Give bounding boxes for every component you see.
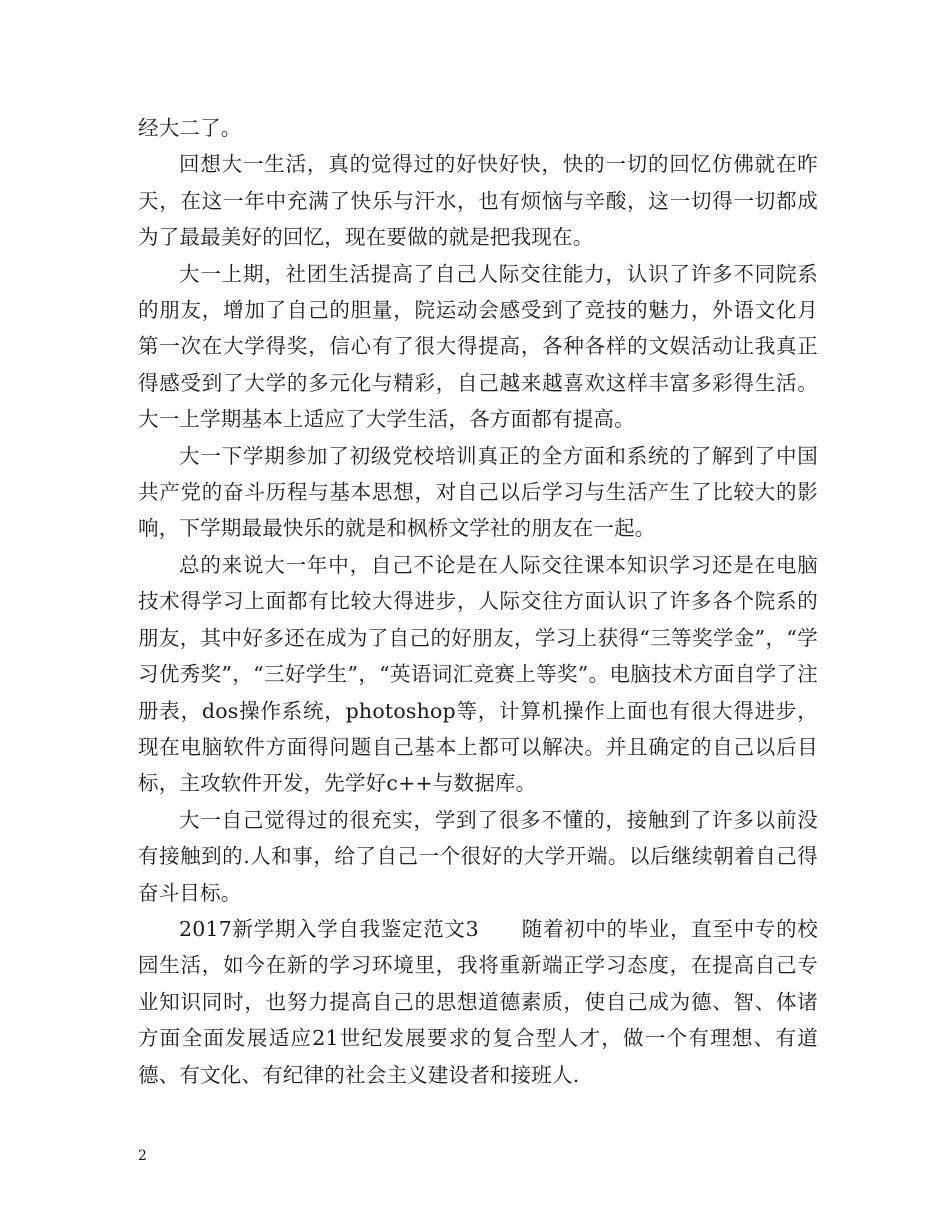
page-number: 2 (138, 1148, 147, 1164)
paragraph-reflection: 大一自己觉得过的很充实，学到了很多不懂的，接触到了许多以前没有接触到的.人和事，给了自己一个很好的大学开端。以后继续朝着自己得奋斗目标。 (138, 807, 818, 905)
paragraph-continued: 经大二了。 (138, 116, 242, 140)
paragraph-freshman-recollection: 回想大一生活，真的觉得过的好快好快，快的一切的回忆仿佛就在昨天，在这一年中充满了快乐与汗水，也有烦恼与辛酸，这一切得一切都成为了最最美好的回忆，现在要做的就是把我现在。 (138, 152, 818, 250)
paragraph-year-summary: 总的来说大一年中，自己不论是在人际交往课本知识学习还是在电脑技术得学习上面都有比较大得进步，人际交往方面认识了许多各个院系的朋友，其中好多还在成为了自己的好朋友，学习上获得“三等奖学金”，“学习优秀奖”，“三好学生”，“英语词汇竞赛上等奖”。电脑技术方面自学了注册表，dos操作系统，photoshop等，计算机操作上面也有很大得进步，现在电脑软件方面得问题自己基本上都可以解决。并且确定的自己以后目标，主攻软件开发，先学好c++与数据库。 (138, 552, 818, 796)
paragraph-sample-essay-3: 2017新学期入学自我鉴定范文3 随着初中的毕业，直至中专的校园生活，如今在新的学习环境里，我将重新端正学习态度，在提高自己专业知识同时，也努力提高自己的思想道德素质，使自己成为德、智、体诸方面全面发展适应21世纪发展要求的复合型人才，做一个有理想、有道德、有文化、有纪律的社会主义建设者和接班人. (138, 916, 818, 1087)
paragraph-second-semester: 大一下学期参加了初级党校培训真正的全方面和系统的了解到了中国共产党的奋斗历程与基本思想，对自己以后学习与生活产生了比较大的影响，下学期最最快乐的就是和枫桥文学社的朋友在一起。 (138, 443, 818, 541)
document-body (138, 110, 818, 1093)
paragraph-first-semester: 大一上期，社团生活提高了自己人际交往能力，认识了许多不同院系的朋友，增加了自己的胆量，院运动会感受到了竞技的魅力，外语文化月第一次在大学得奖，信心有了很大得提高，各种各样的文娱活动让我真正得感受到了大学的多元化与精彩，自己越来越喜欢这样丰富多彩得生活。大一上学期基本上适应了大学生活，各方面都有提高。 (138, 261, 818, 432)
